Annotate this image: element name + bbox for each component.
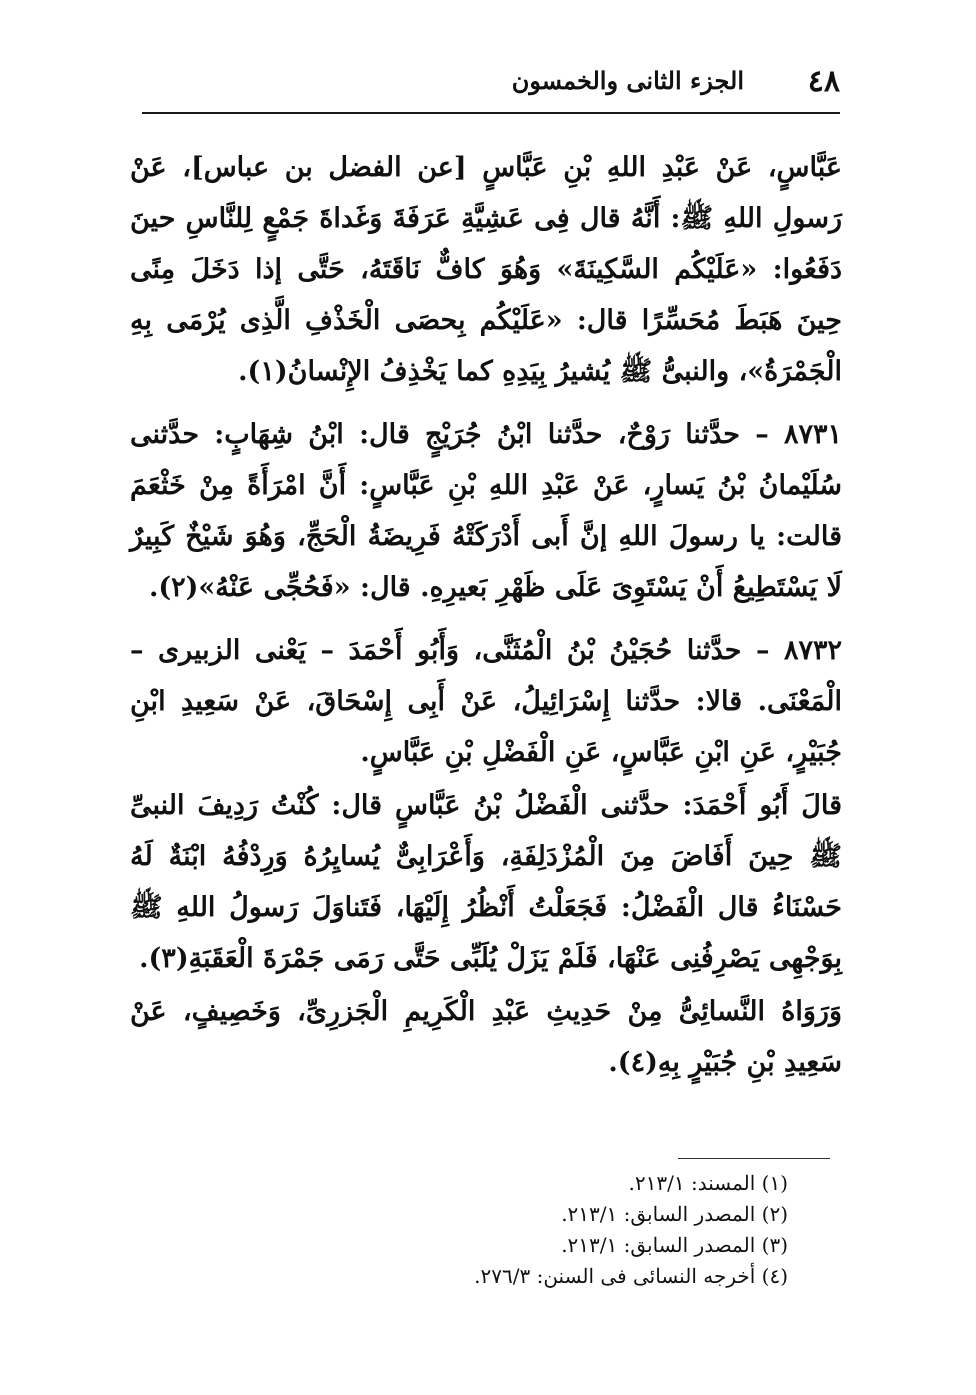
main-text [130, 142, 842, 1100]
running-title: الجزء الثانى والخمسون [511, 66, 744, 95]
hadith-8732-narration: قالَ أَبُو أَحْمَدَ: حدَّثنى الْفَضْلُ بْنُ عَبَّاسٍ قال: كُنْتُ رَدِيفَ النبىِّ ﷺ حِينَ أَفَاضَ مِنَ الْمُزْدَلِفَةِ، وَأَعْرَابِىٌّ يُسايِرُهُ وَرِدْفُهُ ابْنَةٌ لَهُ حَسْنَاءُ قال الْفَضْلُ: فَجَعَلْتُ أَنْظُرُ إِلَيْهَا، فَتَناوَلَ رَسولُ اللهِ ﷺ بِوَجْهِى يَصْرِفُنِى عَنْهَا، فَلَمْ يَزَلْ يُلَبِّى حَتَّى رَمَى جَمْرَةَ الْعَقَبَةِ(٣). [130, 790, 842, 974]
hadith-8732: ٨٧٣٢ – حدَّثنا حُجَيْنُ بْنُ الْمُثَنَّى، وَأَبُو أَحْمَدَ – يَعْنى الزبيرى – الْمَعْنَى. قالا: حدَّثنا إِسْرَائِيلُ، عَنْ أَبِى إِسْحَاقَ، عَنْ سَعِيدِ ابْنِ جُبَيْرٍ، عَنِ ابْنِ عَبَّاسٍ، عَنِ الْفَضْلِ بْنِ عَبَّاسٍ. [130, 635, 842, 768]
footnotes [300, 1168, 788, 1292]
footnote-rule [678, 1158, 830, 1159]
header-rule [142, 112, 840, 114]
footnote-3: (٣) المصدر السابق: ٢١٣/١. [561, 1233, 788, 1257]
nasai-note: وَرَوَاهُ النَّسائِىُّ مِنْ حَدِيثِ عَبْدِ الْكَرِيمِ الْجَزرِىِّ، وَخَصِيفٍ، عَنْ سَعِيدِ بْنِ جُبَيْرٍ بِهِ(٤). [130, 996, 842, 1078]
page-header [142, 62, 840, 112]
paragraph-continuation: عَبَّاسٍ، عَنْ عَبْدِ اللهِ بْنِ عَبَّاسٍ [عن الفضل بن عباس]، عَنْ رَسولِ اللهِ ﷺ: أَنَّهُ قال فِى عَشِيَّةِ عَرَفَةَ وَغَداةَ جَمْعٍ لِلنَّاسِ حينَ دَفَعُوا: «عَلَيْكُم السَّكِينَةَ» وَهُوَ كافٌّ نَاقَتَهُ، حَتَّى إذا دَخَلَ مِنًى حِينَ هَبَطَ مُحَسِّرًا قال: «عَلَيْكُم بِحصَى الْخَذْفِ الَّذِى يُرْمَى بِهِ الْجَمْرَةُ»، والنبىُّ ﷺ يُشيرُ بِيَدِهِ كما يَخْذِفُ الإِنْسانُ(١). [130, 152, 842, 387]
hadith-8731: ٨٧٣١ – حدَّثنا رَوْحٌ، حدَّثنا ابْنُ جُرَيْجٍ قال: ابْنُ شِهَابٍ: حدَّثنى سُلَيْمانُ بْنُ يَسارٍ، عَنْ عَبْدِ اللهِ بْنِ عَبَّاسٍ: أَنَّ امْرَأَةً مِنْ خَثْعَمَ قالت: يا رسولَ اللهِ إنَّ أَبى أَدْرَكَتْهُ فَرِيضَةُ الْحَجِّ، وَهُوَ شَيْخٌ كَبِيرٌ لَا يَسْتَطِيعُ أَنْ يَسْتَوِىَ عَلَى ظَهْرِ بَعيرِهِ. قال: «فَحُجِّى عَنْهُ»(٢). [130, 419, 842, 603]
footnote-4: (٤) أخرجه النسائى فى السنن: ٢٧٦/٣. [474, 1264, 788, 1288]
page-number: ٤٨ [807, 64, 840, 99]
footnote-2: (٢) المصدر السابق: ٢١٣/١. [561, 1202, 788, 1226]
footnote-1: (١) المسند: ٢١٣/١. [628, 1171, 788, 1195]
